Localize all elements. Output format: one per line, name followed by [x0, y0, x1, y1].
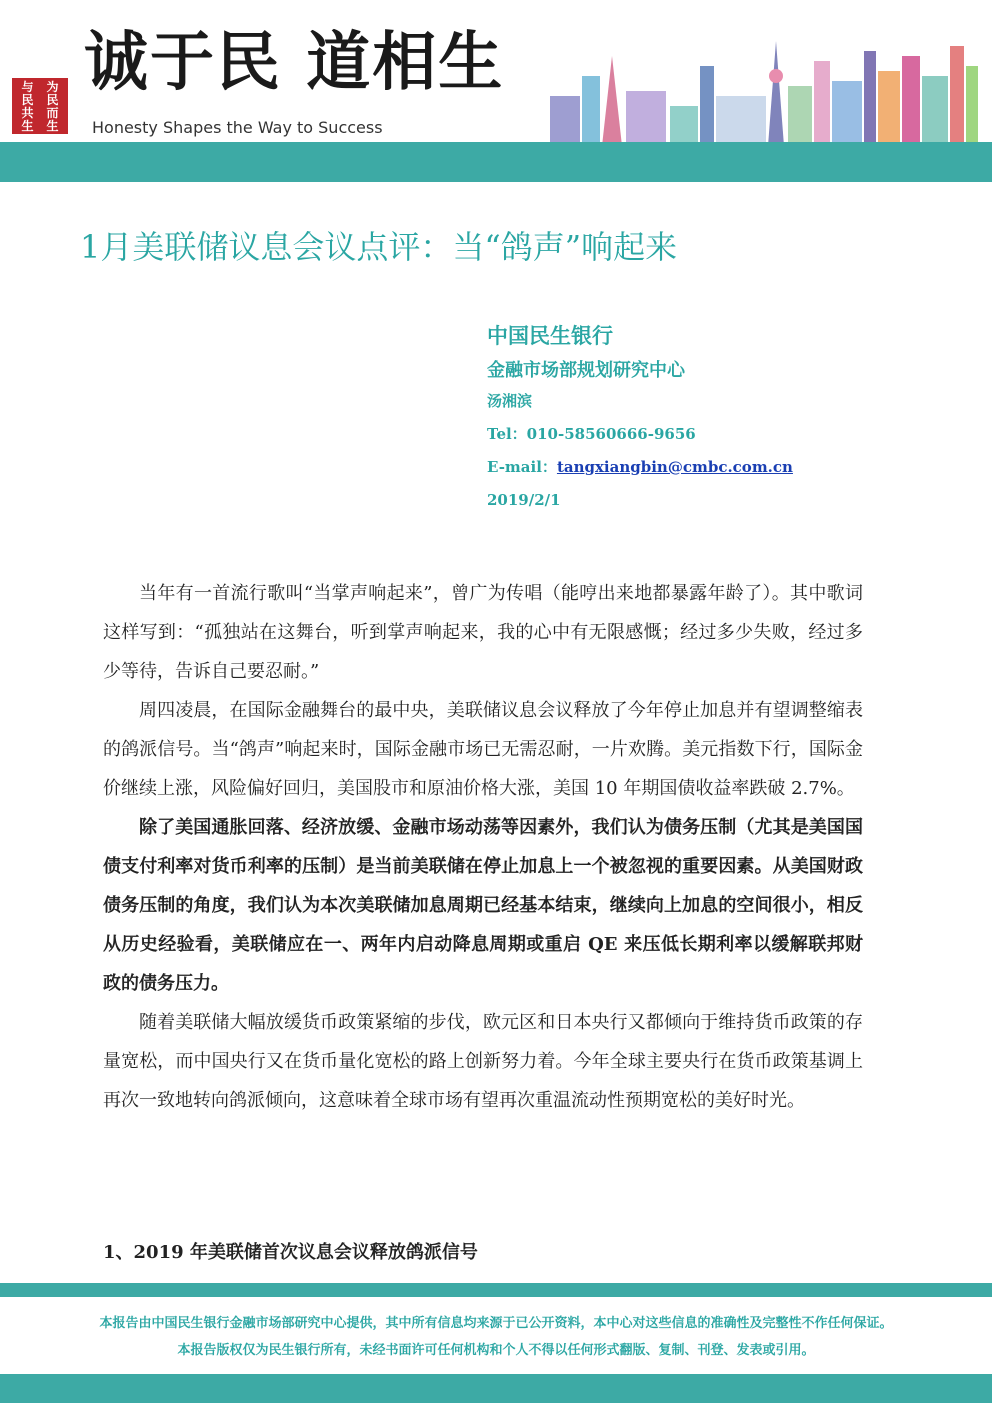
report-title: 1月美联储议息会议点评：当“鸽声”响起来 [80, 228, 678, 266]
footer-disclaimer [0, 1310, 992, 1364]
seal-char: 民 [46, 93, 59, 107]
seal-char: 为 [46, 80, 59, 94]
disclaimer-line-1: 本报告由中国民生银行金融市场部研究中心提供，其中所有信息均来源于已公开资料，本中心对这些信息的准确性及完整性不作任何保证。 [99, 1316, 893, 1331]
seal-char: 而 [46, 106, 59, 120]
author-org: 中国民生银行 [487, 323, 613, 348]
footer-bottom-band [0, 1374, 992, 1403]
report-body [103, 574, 863, 1120]
report-date: 2019/2/1 [487, 491, 561, 509]
slogan-english: Honesty Shapes the Way to Success [92, 118, 383, 137]
seal-char: 与 [21, 80, 34, 94]
seal-char: 生 [46, 119, 59, 133]
city-skyline-illustration [540, 36, 980, 148]
disclaimer-line-2: 本报告版权仅为民生银行所有，未经书面许可任何机构和个人不得以任何形式翻版、复制、刊登、发表或引用。 [177, 1343, 815, 1358]
email-label: E-mail： [487, 458, 557, 476]
bank-seal-logo [12, 78, 68, 134]
section-heading: 1、2019 年美联储首次议息会议释放鸽派信号 [103, 1242, 478, 1263]
footer-teal-band [0, 1283, 992, 1297]
author-tel: Tel：010-58560666-9656 [487, 425, 696, 443]
seal-char: 共 [21, 106, 34, 120]
author-name: 汤湘滨 [487, 392, 533, 410]
seal-char: 民 [21, 93, 34, 107]
header-teal-band [0, 142, 992, 182]
email-link[interactable]: tangxiangbin@cmbc.com.cn [556, 458, 793, 476]
slogan-calligraphy: 诚于民 道相生 [84, 25, 505, 100]
paragraph: 随着美联储大幅放缓货币政策紧缩的步伐，欧元区和日本央行又都倾向于维持货币政策的存量宽松，而中国央行又在货币量化宽松的路上创新努力着。今年全球主要央行在货币政策基调上再次一致地转向鸽派倾向，这意味着全球市场有望再次重温流动性预期宽松的美好时光。 [103, 1012, 863, 1111]
paragraph: 周四凌晨，在国际金融舞台的最中央，美联储议息会议释放了今年停止加息并有望调整缩表的鸽派信号。当“鸽声”响起来时，国际金融市场已无需忍耐，一片欢腾。美元指数下行，国际金价继续上涨，风险偏好回归，美国股市和原油价格大涨，美国 10 年期国债收益率跌破 2.7%。 [103, 700, 863, 799]
author-dept: 金融市场部规划研究中心 [487, 360, 685, 381]
page-header [0, 0, 992, 182]
paragraph-key-view: 除了美国通胀回落、经济放缓、金融市场动荡等因素外，我们认为债务压制（尤其是美国国债支付利率对货币利率的压制）是当前美联储在停止加息上一个被忽视的重要因素。从美国财政债务压制的角度，我们认为本次美联储加息周期已经基本结束，继续向上加息的空间很小，相反从历史经验看，美联储应在一、两年内启动降息周期或重启 QE 来压低长期利率以缓解联邦财政的债务压力。 [103, 817, 863, 994]
paragraph: 当年有一首流行歌叫“当掌声响起来”，曾广为传唱（能哼出来地都暴露年龄了）。其中歌词这样写到：“孤独站在这舞台，听到掌声响起来，我的心中有无限感慨；经过多少失败，经过多少等待，告诉自己要忍耐。” [103, 583, 863, 682]
author-info [487, 320, 793, 522]
seal-char: 生 [21, 119, 34, 133]
author-email-row [487, 456, 793, 489]
